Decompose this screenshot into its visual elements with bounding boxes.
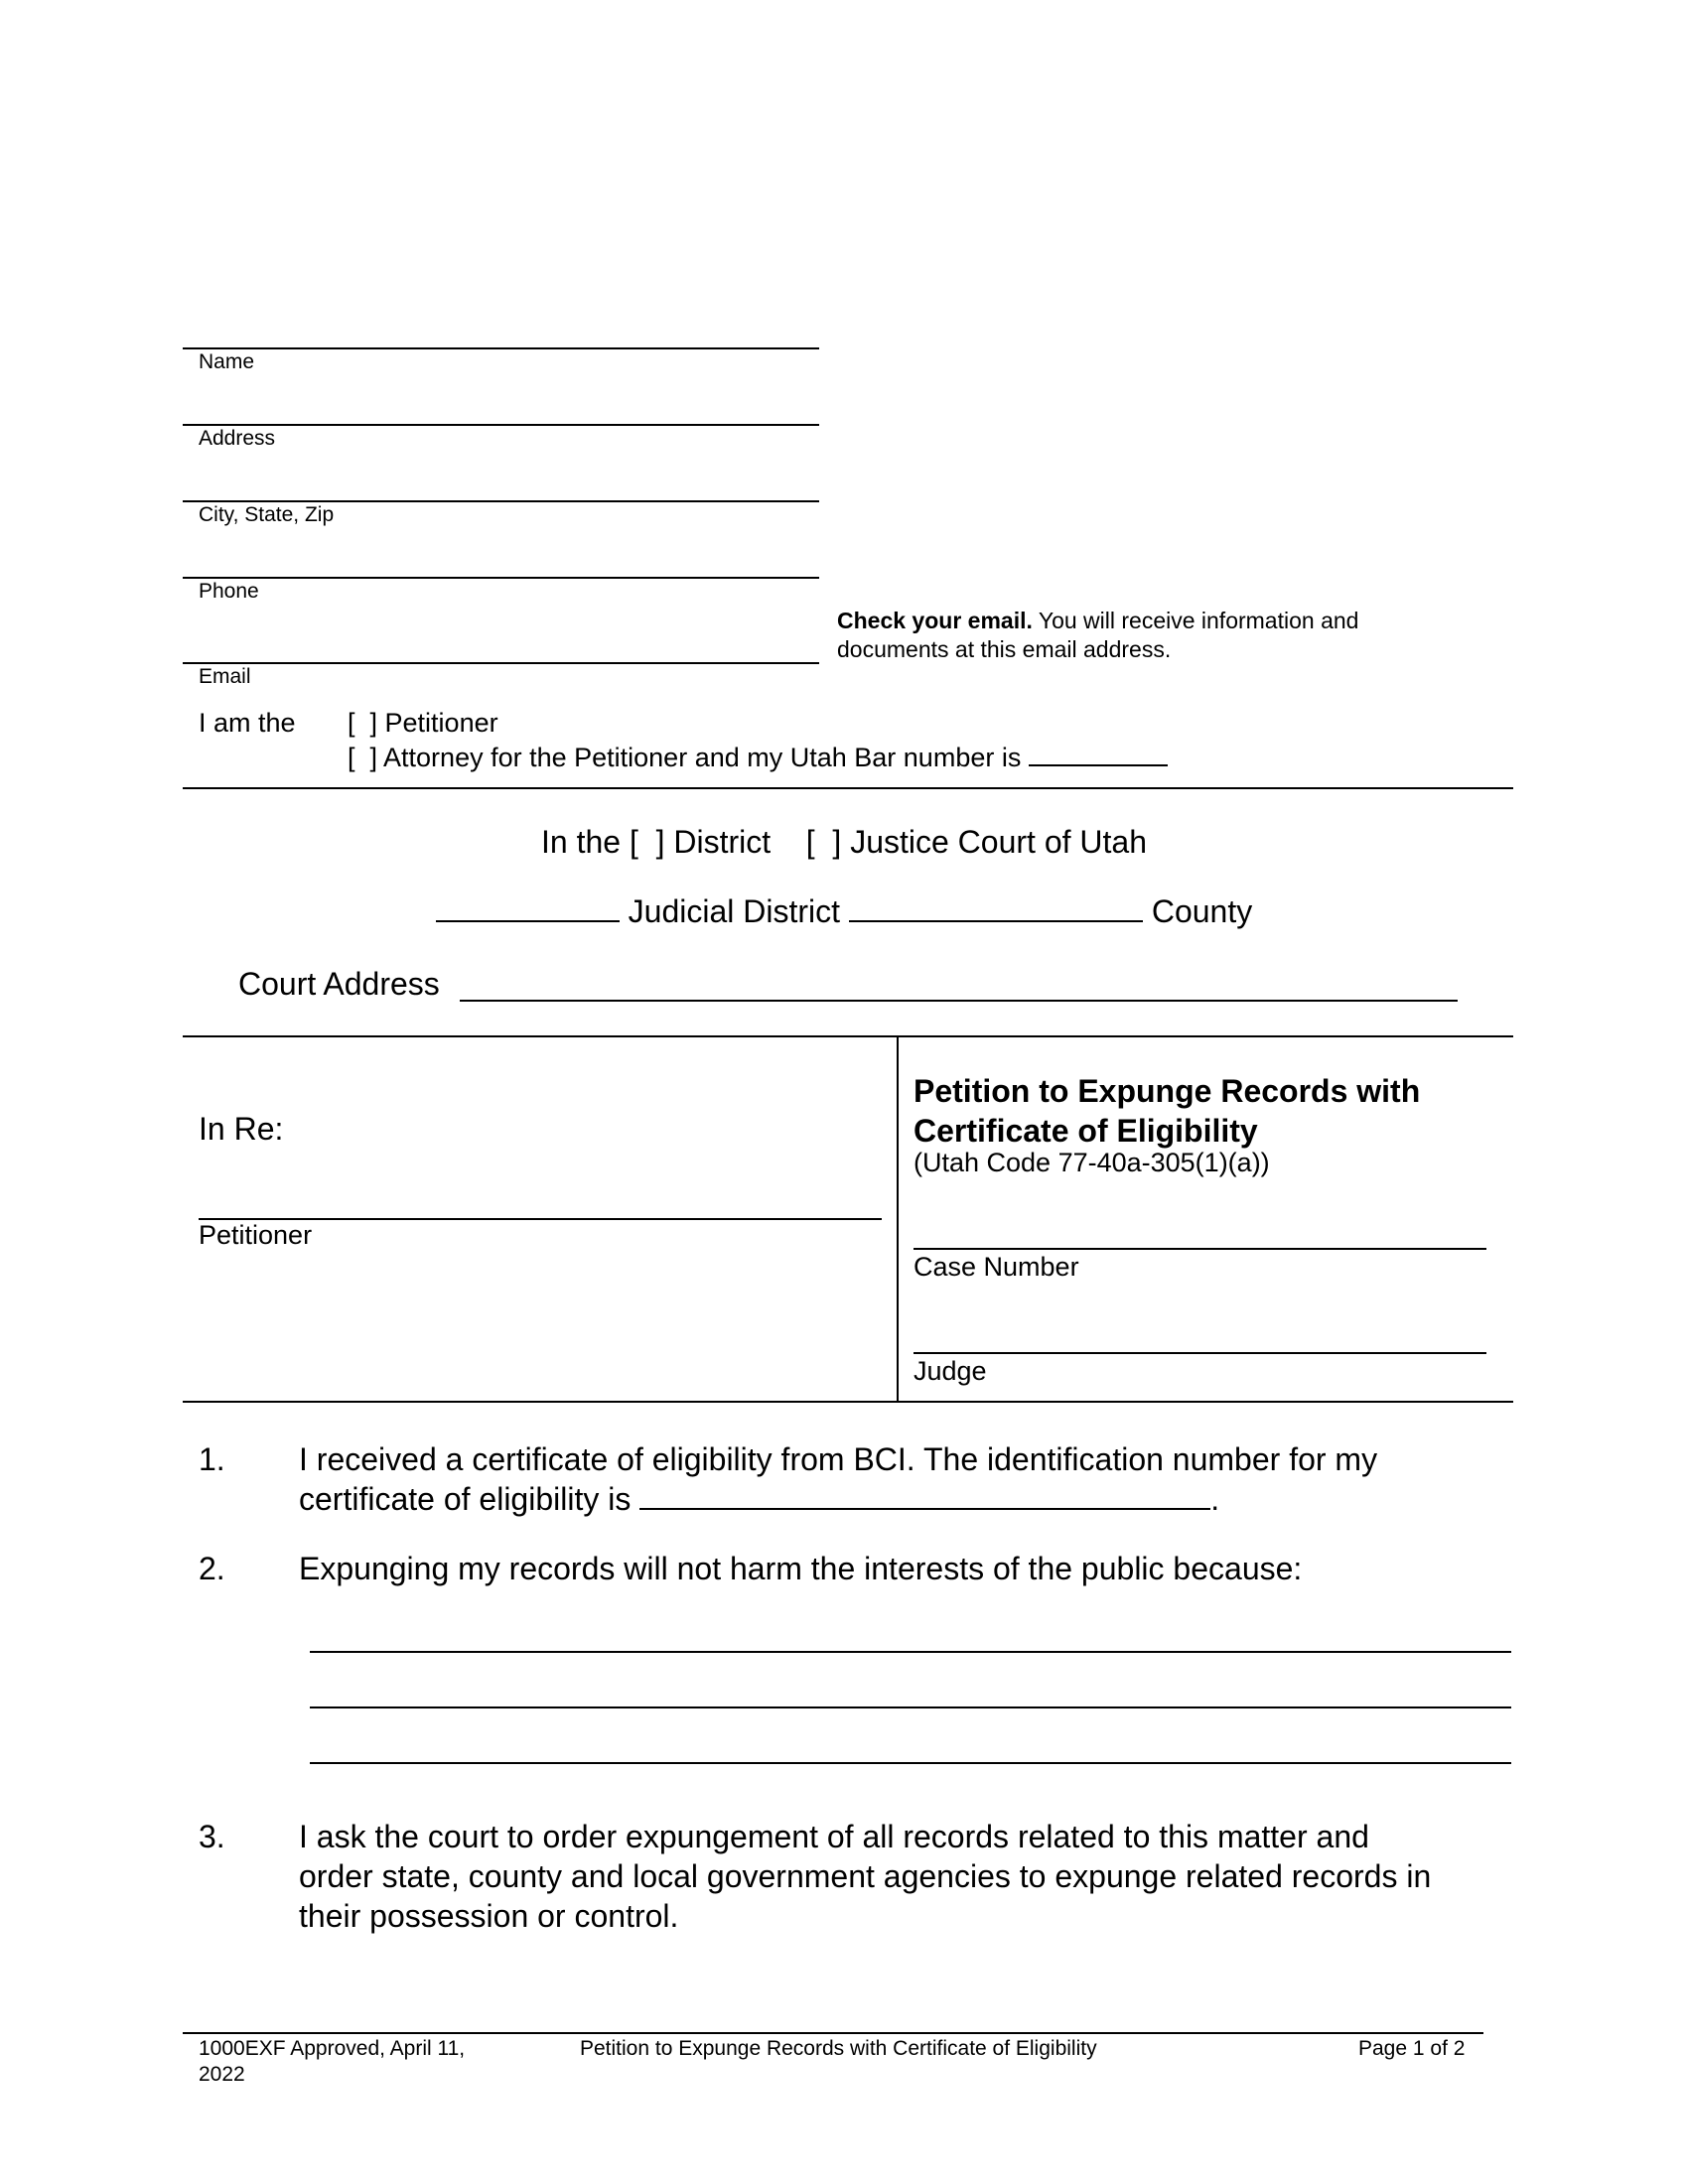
email-line[interactable] [183,662,819,664]
district-county-line [0,892,1688,930]
footer-form-id-line1: 1000EXF Approved, April 11, [199,2037,466,2060]
petition-title-line2: Certificate of Eligibility [914,1113,1258,1149]
court-address-label: Court Address [238,966,440,1002]
phone-line[interactable] [183,577,819,579]
item-1-line2-text: certificate of eligibility is [299,1481,632,1517]
case-number-line[interactable] [914,1248,1486,1250]
address-label: Address [199,427,276,450]
name-line[interactable] [183,347,819,349]
district-checkbox[interactable]: [ ] [629,824,665,860]
item-1-line2 [299,1479,1377,1519]
item-1-text [299,1439,1377,1519]
petitioner-option-label: Petitioner [384,708,498,738]
item-1-line1: I received a certificate of eligibility from BCI. The identification number for my [299,1441,1378,1477]
certificate-id-blank[interactable] [639,1480,1210,1510]
city-state-zip-label: City, State, Zip [199,503,335,526]
item-2-number: 2. [199,1551,225,1586]
email-note-bold: Check your email. [837,608,1033,633]
judge-line[interactable] [914,1352,1486,1354]
email-note [837,607,1358,664]
caption-vertical-divider [897,1035,899,1402]
court-address-blank[interactable] [460,1000,1458,1002]
footer-form-id [199,2036,465,2088]
city-state-zip-line[interactable] [183,500,819,502]
item-3-text [299,1817,1431,1936]
phone-label: Phone [199,580,259,603]
name-label: Name [199,350,255,373]
justice-court-checkbox[interactable]: [ ] [805,824,842,860]
county-text: County [1151,893,1253,929]
attorney-checkbox[interactable]: [ ] [348,743,378,772]
item-3-line1: I ask the court to order expungement of all records related to this matter and [299,1819,1369,1854]
header-divider [183,787,1513,789]
attorney-option[interactable] [348,741,1168,773]
footer-title: Petition to Expunge Records with Certificate of Eligibility [580,2037,1097,2060]
footer-rule [183,2032,1483,2034]
in-the-text: In the [541,824,622,860]
case-number-label: Case Number [914,1252,1079,1282]
justice-court-text: Justice Court of Utah [850,824,1147,860]
reason-line-3[interactable] [310,1762,1511,1764]
footer-form-id-line2: 2022 [199,2063,245,2086]
petition-title-line1: Petition to Expunge Records with [914,1073,1421,1109]
reason-line-1[interactable] [310,1651,1511,1653]
address-line[interactable] [183,424,819,426]
item-1-number: 1. [199,1441,225,1477]
code-reference: (Utah Code 77-40a-305(1)(a)) [914,1148,1270,1177]
caption-top-border [183,1035,1513,1037]
petitioner-checkbox[interactable]: [ ] [348,708,378,738]
judge-label: Judge [914,1356,987,1386]
caption-bottom-border [183,1401,1513,1403]
item-3-line3: their possession or control. [299,1898,679,1934]
petitioner-label: Petitioner [199,1220,313,1250]
district-text: District [673,824,772,860]
judicial-district-text: Judicial District [628,893,841,929]
i-am-the-label: I am the [199,708,296,738]
item-3-number: 3. [199,1819,225,1854]
attorney-option-label: Attorney for the Petitioner and my Utah Bar number is [383,743,1022,772]
petitioner-option[interactable] [348,708,498,739]
item-2-text: Expunging my records will not harm the interests of the public because: [299,1551,1303,1586]
petition-title [914,1071,1420,1151]
footer-page-number: Page 1 of 2 [1358,2037,1466,2060]
item-3-line2: order state, county and local government agencies to expunge related records in [299,1858,1432,1894]
reason-line-2[interactable] [310,1706,1511,1708]
item-1-period: . [1210,1481,1220,1517]
judicial-district-blank[interactable] [436,896,620,922]
court-type-line [0,823,1688,861]
email-label: Email [199,665,251,688]
in-re-label: In Re: [199,1111,284,1147]
email-note-line2: documents at this email address. [837,636,1172,662]
county-blank[interactable] [849,896,1143,922]
bar-number-blank[interactable] [1029,741,1168,766]
email-note-rest: You will receive information and [1032,608,1359,633]
